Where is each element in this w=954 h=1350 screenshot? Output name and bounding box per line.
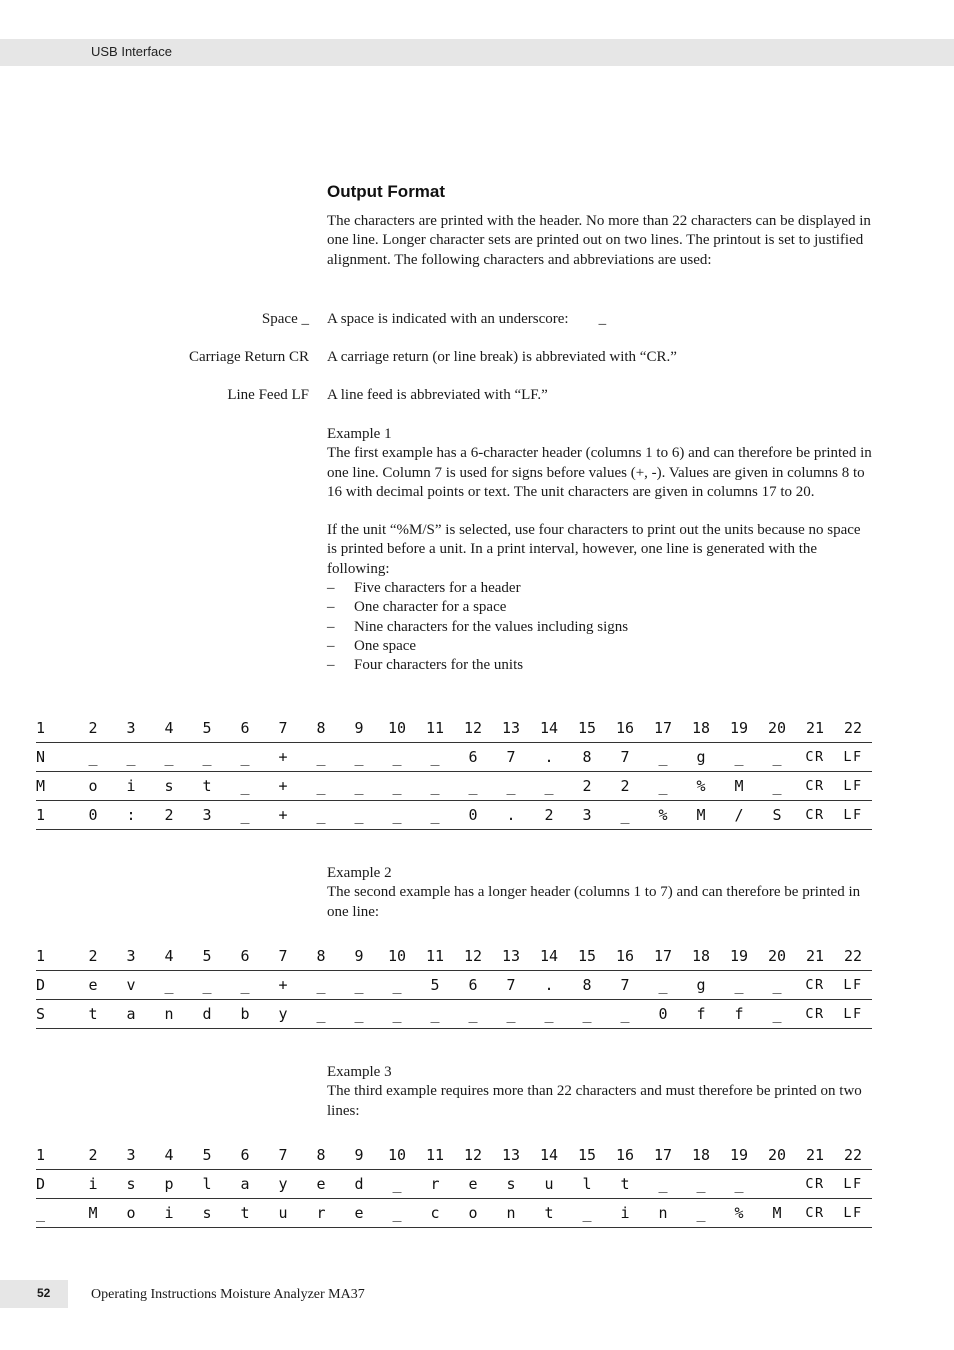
column-number: 16	[615, 947, 635, 965]
grid-cell: i	[126, 777, 136, 795]
grid-cell: b	[240, 1005, 250, 1023]
column-number: 1	[36, 947, 46, 965]
grid-cell: _	[506, 777, 516, 795]
grid-cell: %	[696, 777, 706, 795]
grid-cell: LF	[843, 778, 863, 794]
grid-cell: _	[240, 976, 250, 994]
bullet-item: – One space	[327, 637, 872, 656]
grid-cell: 7	[506, 748, 516, 766]
column-number: 17	[653, 1146, 673, 1164]
example3-block	[327, 1063, 872, 1121]
grid-cell: v	[126, 976, 136, 994]
grid-cell: s	[126, 1175, 136, 1193]
table-row	[36, 970, 872, 999]
column-number: 9	[354, 947, 364, 965]
grid-cell: CR	[805, 807, 825, 823]
grid-cell: 0	[88, 806, 98, 824]
grid-cell: N	[36, 748, 46, 766]
grid-cell: _	[240, 748, 250, 766]
example1-text: The first example has a 6-character header (columns 1 to 6) and can therefore be printed in one line. Column 7 is used for signs before values (+, -). Values are given in columns 8 to 16 with decimal points or text. The unit characters are given in columns 17 to 20.	[327, 445, 872, 500]
grid-cell: _	[202, 976, 212, 994]
column-number: 9	[354, 1146, 364, 1164]
grid-cell: LF	[843, 1006, 863, 1022]
grid-cell: _	[88, 748, 98, 766]
grid-cell: CR	[805, 1006, 825, 1022]
grid-cell: _	[354, 777, 364, 795]
grid-cell: _	[354, 1005, 364, 1023]
grid-cell: e	[468, 1175, 478, 1193]
grid-cell: LF	[843, 807, 863, 823]
grid-cell: i	[164, 1204, 174, 1222]
def-term-cr: Carriage Return CR	[189, 349, 309, 365]
example1-label: Example 1	[327, 426, 392, 442]
column-number: 21	[805, 1146, 825, 1164]
grid-cell: _	[354, 976, 364, 994]
column-number: 16	[615, 1146, 635, 1164]
grid-cell: a	[240, 1175, 250, 1193]
grid-cell: %	[734, 1204, 744, 1222]
grid-cell: _	[164, 748, 174, 766]
grid-cell: M	[88, 1204, 98, 1222]
grid-cell: %	[658, 806, 668, 824]
grid-cell: _	[658, 748, 668, 766]
grid-cell: 6	[468, 976, 478, 994]
grid-cell: +	[278, 748, 288, 766]
grid-cell: g	[696, 976, 706, 994]
grid-cell: _	[316, 748, 326, 766]
grid-cell: _	[430, 806, 440, 824]
column-number: 15	[577, 1146, 597, 1164]
grid-cell: _	[354, 806, 364, 824]
header-bar	[0, 39, 954, 66]
grid-cell: s	[164, 777, 174, 795]
column-number: 10	[387, 1146, 407, 1164]
grid-cell: _	[658, 1175, 668, 1193]
grid-cell: +	[278, 777, 288, 795]
column-number: 5	[202, 1146, 212, 1164]
column-number: 2	[88, 719, 98, 737]
grid-cell: 2	[544, 806, 554, 824]
running-header: USB Interface	[91, 44, 172, 59]
grid-cell: _	[240, 777, 250, 795]
grid-cell: _	[772, 1005, 782, 1023]
intro-paragraph: The characters are printed with the header. No more than 22 characters can be displayed in one line. Longer character sets are printed out on two lines. The printout is set to justified alignment. The following characters and abbreviations are used:	[327, 213, 871, 268]
column-number: 13	[501, 947, 521, 965]
grid-cell: .	[506, 806, 516, 824]
table-row	[36, 800, 872, 830]
grid-cell: 6	[468, 748, 478, 766]
column-header-row	[36, 714, 872, 742]
column-number: 9	[354, 719, 364, 737]
grid-cell: f	[696, 1005, 706, 1023]
grid-cell: _	[392, 777, 402, 795]
example2-text: The second example has a longer header (columns 1 to 7) and can therefore be printed in one line:	[327, 884, 861, 920]
column-number: 11	[425, 947, 445, 965]
bullet-item: – Five characters for a header	[327, 579, 872, 598]
table-row	[36, 771, 872, 800]
grid-cell: _	[202, 748, 212, 766]
grid-cell: _	[468, 777, 478, 795]
column-number: 12	[463, 947, 483, 965]
bullet-item: – Four characters for the units	[327, 656, 872, 675]
column-number: 22	[843, 1146, 863, 1164]
grid-cell: .	[544, 976, 554, 994]
grid-cell: t	[544, 1204, 554, 1222]
column-number: 14	[539, 719, 559, 737]
grid-cell: _	[506, 1005, 516, 1023]
grid-cell: _	[544, 777, 554, 795]
table-row	[36, 1198, 872, 1228]
grid-cell: _	[316, 976, 326, 994]
column-number: 13	[501, 719, 521, 737]
def-term-lf: Line Feed LF	[227, 387, 309, 403]
grid-cell: e	[316, 1175, 326, 1193]
table-row	[36, 1169, 872, 1198]
grid-cell: _	[354, 748, 364, 766]
grid-cell: _	[392, 1005, 402, 1023]
column-number: 4	[164, 719, 174, 737]
grid-cell: n	[164, 1005, 174, 1023]
column-number: 1	[36, 719, 46, 737]
column-number: 19	[729, 947, 749, 965]
grid-cell: f	[734, 1005, 744, 1023]
column-number: 11	[425, 719, 445, 737]
column-number: 6	[240, 1146, 250, 1164]
grid-cell: l	[582, 1175, 592, 1193]
column-number: 8	[316, 947, 326, 965]
def-text-cr: A carriage return (or line break) is abbreviated with “CR.”	[327, 349, 677, 365]
page-number: 52	[37, 1286, 51, 1300]
grid-cell: _	[658, 976, 668, 994]
grid-cell: 3	[582, 806, 592, 824]
column-number: 11	[425, 1146, 445, 1164]
column-number: 12	[463, 719, 483, 737]
column-number: 20	[767, 719, 787, 737]
column-number: 18	[691, 947, 711, 965]
grid-cell: M	[36, 777, 46, 795]
bullet-item: – One character for a space	[327, 598, 872, 617]
grid-cell: _	[430, 1005, 440, 1023]
grid-cell: p	[164, 1175, 174, 1193]
example2-grid	[36, 942, 872, 1029]
grid-cell: _	[734, 1175, 744, 1193]
grid-cell: S	[36, 1005, 46, 1023]
example3-text: The third example requires more than 22 characters and must therefore be printed on two lines:	[327, 1083, 862, 1119]
grid-cell: s	[506, 1175, 516, 1193]
grid-cell: _	[734, 748, 744, 766]
column-number: 18	[691, 719, 711, 737]
column-number: 21	[805, 719, 825, 737]
grid-cell: c	[430, 1204, 440, 1222]
grid-cell: 7	[620, 976, 630, 994]
grid-cell: i	[620, 1204, 630, 1222]
grid-cell: _	[430, 777, 440, 795]
grid-cell: _	[36, 1204, 46, 1222]
grid-cell: t	[620, 1175, 630, 1193]
column-number: 2	[88, 1146, 98, 1164]
grid-cell: _	[392, 1175, 402, 1193]
grid-cell: l	[202, 1175, 212, 1193]
grid-cell: LF	[843, 1205, 863, 1221]
column-number: 17	[653, 947, 673, 965]
grid-cell: s	[202, 1204, 212, 1222]
def-text-lf: A line feed is abbreviated with “LF.”	[327, 387, 548, 403]
grid-cell: _	[392, 806, 402, 824]
column-number: 6	[240, 719, 250, 737]
example3-grid	[36, 1141, 872, 1228]
column-number: 3	[126, 947, 136, 965]
table-row	[36, 999, 872, 1029]
grid-cell: u	[544, 1175, 554, 1193]
grid-cell: r	[430, 1175, 440, 1193]
grid-cell: _	[582, 1204, 592, 1222]
grid-cell: CR	[805, 977, 825, 993]
column-number: 10	[387, 947, 407, 965]
example1-grid	[36, 714, 872, 830]
grid-cell: _	[620, 1005, 630, 1023]
column-number: 16	[615, 719, 635, 737]
example1-block	[327, 425, 872, 676]
column-number: 14	[539, 947, 559, 965]
grid-cell: _	[734, 976, 744, 994]
grid-cell: S	[772, 806, 782, 824]
column-header-row	[36, 942, 872, 970]
column-number: 7	[278, 719, 288, 737]
grid-cell: 2	[620, 777, 630, 795]
grid-cell: r	[316, 1204, 326, 1222]
column-number: 4	[164, 1146, 174, 1164]
column-number: 19	[729, 1146, 749, 1164]
grid-cell: 2	[582, 777, 592, 795]
grid-cell: _	[126, 748, 136, 766]
grid-cell: M	[696, 806, 706, 824]
bullet-item: – Nine characters for the values including signs	[327, 618, 872, 637]
column-number: 6	[240, 947, 250, 965]
grid-cell: t	[88, 1005, 98, 1023]
column-number: 7	[278, 1146, 288, 1164]
grid-cell: /	[734, 806, 744, 824]
def-term-space: Space _	[261, 311, 309, 327]
grid-cell: _	[164, 976, 174, 994]
column-number: 10	[387, 719, 407, 737]
grid-cell: 7	[620, 748, 630, 766]
grid-cell: y	[278, 1005, 288, 1023]
grid-cell: _	[696, 1175, 706, 1193]
grid-cell: 0	[658, 1005, 668, 1023]
column-number: 13	[501, 1146, 521, 1164]
grid-cell: CR	[805, 1205, 825, 1221]
grid-cell: g	[696, 748, 706, 766]
example1-bullets	[327, 579, 872, 675]
grid-cell: _	[240, 806, 250, 824]
page-number-box	[0, 1280, 68, 1308]
grid-cell: _	[430, 748, 440, 766]
example2-block	[327, 864, 872, 922]
column-number: 15	[577, 947, 597, 965]
grid-cell: t	[240, 1204, 250, 1222]
grid-cell: n	[658, 1204, 668, 1222]
grid-cell: 1	[36, 806, 46, 824]
column-header-row	[36, 1141, 872, 1169]
grid-cell: _	[316, 806, 326, 824]
column-number: 14	[539, 1146, 559, 1164]
grid-cell: CR	[805, 749, 825, 765]
grid-cell: 8	[582, 976, 592, 994]
example3-label: Example 3	[327, 1064, 392, 1080]
grid-cell: 3	[202, 806, 212, 824]
grid-cell: _	[620, 806, 630, 824]
section-title: Output Format	[327, 182, 446, 201]
grid-cell: n	[506, 1204, 516, 1222]
column-number: 8	[316, 1146, 326, 1164]
grid-cell: CR	[805, 1176, 825, 1192]
column-number: 21	[805, 947, 825, 965]
grid-cell: _	[316, 1005, 326, 1023]
grid-cell: u	[278, 1204, 288, 1222]
grid-cell: o	[126, 1204, 136, 1222]
grid-cell: y	[278, 1175, 288, 1193]
grid-cell: 5	[430, 976, 440, 994]
grid-cell: _	[696, 1204, 706, 1222]
grid-cell: d	[354, 1175, 364, 1193]
grid-cell: D	[36, 1175, 46, 1193]
grid-cell: :	[126, 806, 136, 824]
grid-cell: CR	[805, 778, 825, 794]
column-number: 18	[691, 1146, 711, 1164]
grid-cell: LF	[843, 1176, 863, 1192]
grid-cell: t	[202, 777, 212, 795]
column-number: 20	[767, 947, 787, 965]
grid-cell: .	[544, 748, 554, 766]
grid-cell: _	[468, 1005, 478, 1023]
column-number: 15	[577, 719, 597, 737]
grid-cell: M	[772, 1204, 782, 1222]
grid-cell: i	[88, 1175, 98, 1193]
grid-cell: a	[126, 1005, 136, 1023]
column-number: 1	[36, 1146, 46, 1164]
grid-cell: _	[392, 1204, 402, 1222]
column-number: 3	[126, 719, 136, 737]
column-number: 3	[126, 1146, 136, 1164]
grid-cell: D	[36, 976, 46, 994]
grid-cell: _	[772, 976, 782, 994]
grid-cell: e	[354, 1204, 364, 1222]
column-number: 7	[278, 947, 288, 965]
grid-cell: d	[202, 1005, 212, 1023]
column-number: 4	[164, 947, 174, 965]
column-number: 5	[202, 719, 212, 737]
grid-cell: _	[392, 976, 402, 994]
grid-cell: 8	[582, 748, 592, 766]
grid-cell: _	[316, 777, 326, 795]
column-number: 8	[316, 719, 326, 737]
grid-cell: LF	[843, 977, 863, 993]
grid-cell: _	[772, 777, 782, 795]
grid-cell: +	[278, 976, 288, 994]
column-number: 5	[202, 947, 212, 965]
grid-cell: o	[88, 777, 98, 795]
grid-cell: +	[278, 806, 288, 824]
grid-cell: _	[544, 1005, 554, 1023]
grid-cell: LF	[843, 749, 863, 765]
column-number: 20	[767, 1146, 787, 1164]
grid-cell: 0	[468, 806, 478, 824]
column-number: 22	[843, 947, 863, 965]
grid-cell: o	[468, 1204, 478, 1222]
grid-cell: _	[582, 1005, 592, 1023]
def-text-space: A space is indicated with an underscore: _	[327, 311, 607, 327]
grid-cell: _	[658, 777, 668, 795]
grid-cell: e	[88, 976, 98, 994]
column-number: 12	[463, 1146, 483, 1164]
example2-label: Example 2	[327, 865, 392, 881]
column-number: 22	[843, 719, 863, 737]
grid-cell: M	[734, 777, 744, 795]
column-number: 2	[88, 947, 98, 965]
column-number: 17	[653, 719, 673, 737]
grid-cell: 2	[164, 806, 174, 824]
example1-text2: If the unit “%M/S” is selected, use four characters to print out the units because no space is printed before a unit. In a print interval, however, one line is generated with the following:	[327, 522, 861, 577]
column-number: 19	[729, 719, 749, 737]
grid-cell: _	[392, 748, 402, 766]
grid-cell: 7	[506, 976, 516, 994]
footer-title: Operating Instructions Moisture Analyzer MA37	[91, 1287, 365, 1302]
table-row	[36, 742, 872, 771]
grid-cell: _	[772, 748, 782, 766]
